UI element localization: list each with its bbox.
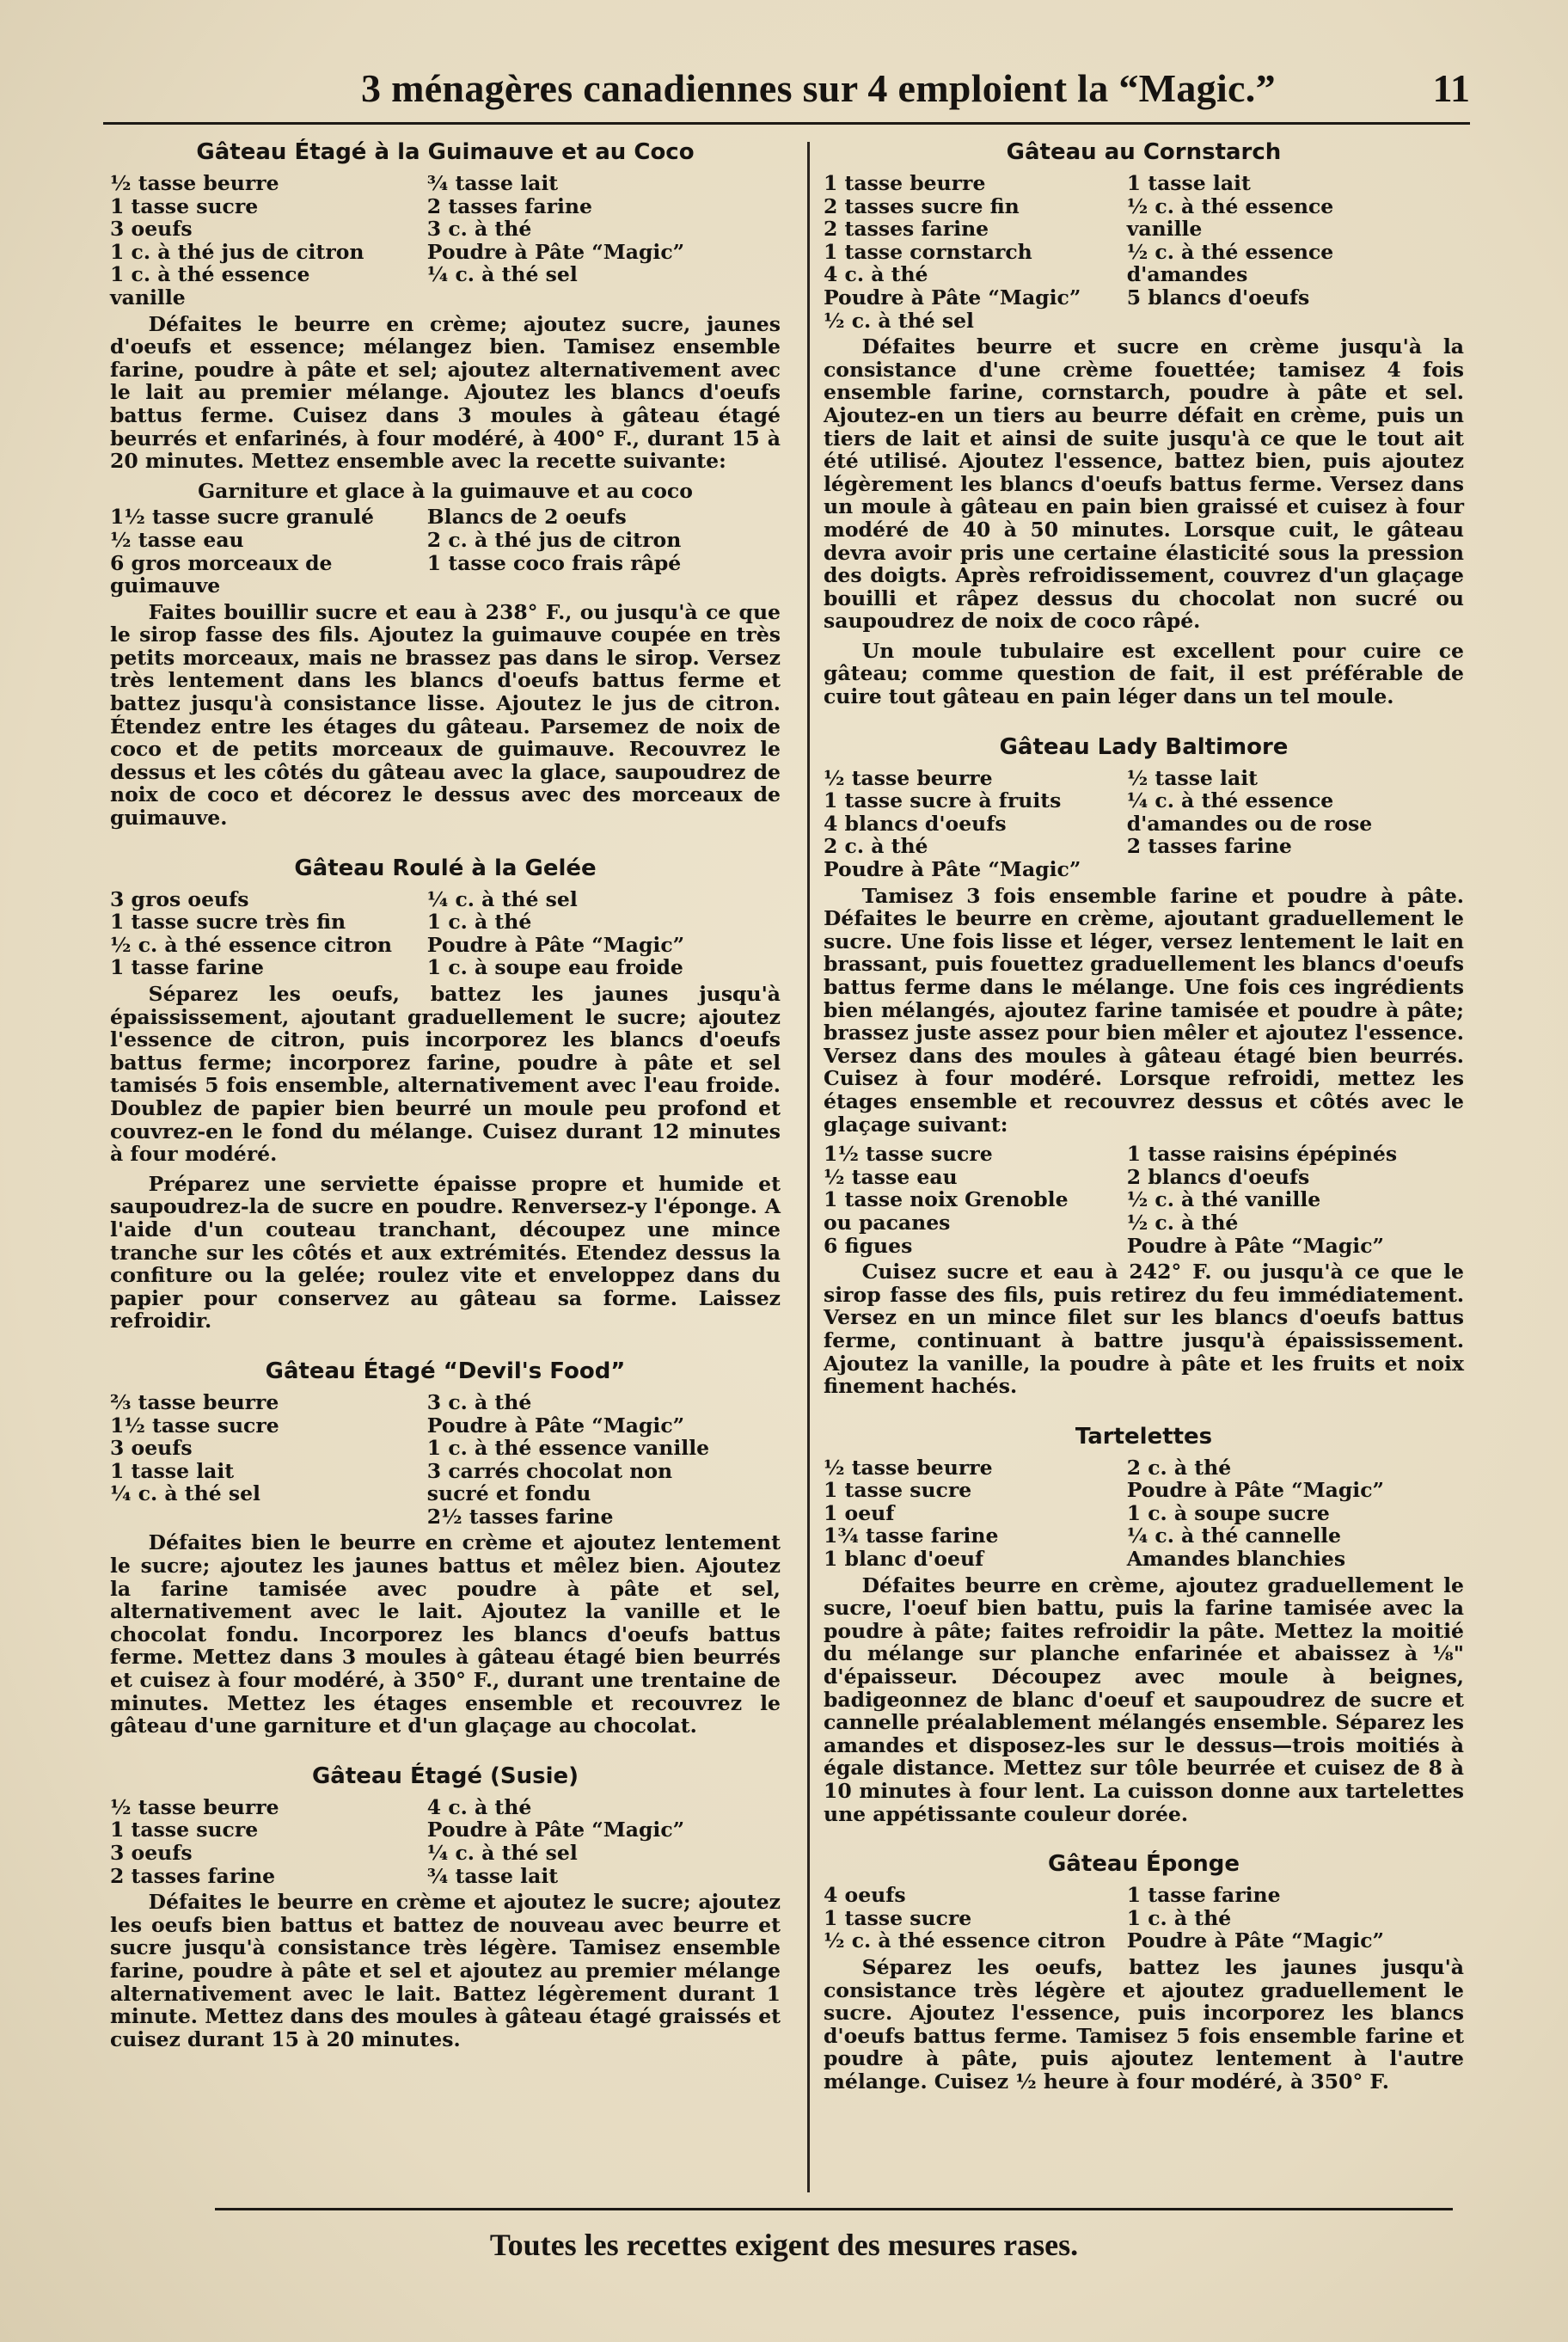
ingredients-col2: Blancs de 2 oeufs 2 c. à thé jus de citron 1 tasse coco frais râpé — [426, 505, 682, 575]
recipe-instructions: Défaites beurre en crème, ajoutez graduellement le sucre, l'oeuf bien battu, puis la farine tamisée avec la poudre à pâte; faites refroidir la pâte. Mettez la moitié du mélange sur planche enfarinée et abaissez à ⅛" d'épaisseur. Découpez avec moule à beignes, badigeonnez de blanc d'oeuf et saupoudrez de sucre et cannelle préalablement mélangés ensemble. Séparez les amandes et disposez-les sur le dessus—trois moitiés à égale distance. Mettez sur tôle beurrée et cuisez de 8 à 10 minutes à four lent. La cuisson donne aux tartelettes une appétissante couleur dorée. — [824, 1573, 1464, 1826]
left-column — [110, 138, 781, 2057]
ingredient-list — [824, 767, 1464, 881]
recipe-title: Gâteau Étagé (Susie) — [311, 1763, 579, 1789]
header-title: 3 ménagères canadiennes sur 4 emploient la “Magic.” — [361, 66, 1276, 110]
recipe-lady-baltimore — [824, 733, 1464, 1398]
ingredient-list — [110, 888, 781, 979]
ingredient-list — [110, 1391, 781, 1529]
ingredient-list — [824, 1456, 1464, 1571]
recipe-title: Gâteau Éponge — [1047, 1851, 1240, 1878]
ingredients-col2: 2 c. à thé Poudre à Pâte “Magic” 1 c. à soupe sucre ¼ c. à thé cannelle Amandes blanchies — [1126, 1455, 1385, 1572]
ingredient-list — [824, 172, 1464, 332]
recipe-guimauve-coco — [110, 138, 781, 830]
recipe-susie — [110, 1762, 781, 2051]
ingredients-col2: 3 c. à thé Poudre à Pâte “Magic” 1 c. à thé essence vanille 3 carrés chocolat non sucré et fondu 2½ tasses farine — [426, 1389, 710, 1529]
recipe-instructions: Séparez les oeufs, battez les jaunes jusqu'à épaississement, ajoutant graduellement le sucre; ajoutez l'essence de citron, puis incorporez les blancs d'oeufs battus ferme; incorporez farine, poudre à pâte et sel tamisés 5 fois ensemble, alternativement avec l'eau froide. Doublez de papier bien beurré un moule peu profond et couvrez-en le fond du mélange. Cuisez durant 12 minutes à four modéré. — [110, 982, 781, 1167]
recipe-cornstarch — [824, 138, 1464, 708]
recipe-instructions: Séparez les oeufs, battez les jaunes jusqu'à consistance très légère et ajoutez graduellement le sucre. Ajoutez l'essence, puis incorporez les blancs d'oeufs battus ferme. Tamisez 5 fois ensemble farine et poudre à pâte, puis ajoutez lentement à l'autre mélange. Cuisez ½ heure à four modéré, à 350° F. — [824, 1954, 1464, 2094]
footer-rule — [215, 2208, 1453, 2210]
right-column — [824, 138, 1464, 2100]
page-footer: Toutes les recettes exigent des mesures rases. — [489, 2228, 1079, 2262]
ingredients-col2: 1 tasse lait ½ c. à thé essence vanille ½ c. à thé essence d'amandes 5 blancs d'oeufs — [1126, 171, 1334, 310]
ingredient-list — [110, 172, 781, 310]
ingredients-col2: 1 tasse farine 1 c. à thé Poudre à Pâte “Magic” — [1126, 1883, 1385, 1953]
ingredients-col2: ¾ tasse lait 2 tasses farine 3 c. à thé Poudre à Pâte “Magic” ¼ c. à thé sel — [426, 171, 685, 287]
ingredients-col1: 1½ tasse sucre ½ tasse eau 1 tasse noix Grenoble ou pacanes 6 figues — [824, 1142, 1069, 1258]
ingredients-col1: 1½ tasse sucre granulé ½ tasse eau 6 gros morceaux de guimauve — [110, 505, 374, 598]
recipe-title: Gâteau Étagé à la Guimauve et au Coco — [196, 139, 695, 165]
recipe-title: Gâteau Lady Baltimore — [999, 733, 1289, 760]
ingredient-list — [824, 1143, 1464, 1257]
ingredient-list — [110, 506, 781, 597]
ingredients-col1: ½ tasse beurre 1 tasse sucre 1 oeuf 1¾ tasse farine 1 blanc d'oeuf — [824, 1455, 999, 1572]
recipe-eponge — [824, 1849, 1464, 2093]
header-rule — [103, 122, 1470, 125]
ingredients-col1: ⅔ tasse beurre 1½ tasse sucre 3 oeufs 1 tasse lait ¼ c. à thé sel — [110, 1389, 279, 1506]
ingredient-list — [110, 1796, 781, 1887]
recipe-tartelettes — [824, 1422, 1464, 1826]
ingredients-col1: 1 tasse beurre 2 tasses sucre fin 2 tasses farine 1 tasse cornstarch 4 c. à thé Poudre à Pâte “Magic” ½ c. à thé sel — [824, 171, 1081, 333]
recipe-instructions: Défaites bien le beurre en crème et ajoutez lentement le sucre; ajoutez les jaunes battus et mêlez bien. Ajoutez la farine tamisée avec poudre à pâte et sel, alternativement avec le lait. Ajoutez la vanille et le chocolat fondu. Incorporez les blancs d'oeufs battus ferme. Mettez dans 3 moules à gâteau étagé bien beurrés et cuisez à four modéré, à 350° F., durant une trentaine de minutes. Mettez les étages ensemble et recouvrez le gâteau d'une garniture et d'un glaçage au chocolat. — [110, 1530, 781, 1738]
column-divider — [807, 142, 810, 2192]
ingredients-col1: ½ tasse beurre 1 tasse sucre à fruits 4 blancs d'oeufs 2 c. à thé Poudre à Pâte “Magic” — [824, 765, 1081, 882]
recipe-instructions: Un moule tubulaire est excellent pour cuire ce gâteau; comme question de fait, il est préférable de cuire tout gâteau en pain léger dans un tel moule. — [824, 638, 1464, 709]
recipe-title: Gâteau Roulé à la Gelée — [294, 855, 597, 881]
ingredients-col1: 4 oeufs 1 tasse sucre ½ c. à thé essence citron — [824, 1883, 1106, 1953]
recipe-devils-food — [110, 1357, 781, 1738]
recipe-title: Gâteau au Cornstarch — [1006, 139, 1282, 165]
recipe-instructions: Défaites beurre et sucre en crème jusqu'à la consistance d'une crème fouettée; tamisez 4 fois ensemble farine, cornstarch, poudre à pâte et sel. Ajoutez-en un tiers au beurre défait en crème, puis un tiers de lait et ainsi de suite jusqu'à ce que le tout ait été utilisé. Ajoutez l'essence, battez bien, puis ajoutez légèrement les blancs d'oeufs battus ferme. Versez dans un moule à gâteau en pain bien graissé et cuisez à four modéré de 40 à 50 minutes. Lorsque cuit, le gâteau devra avoir pris une certaine élasticité sous la pression des doigts. Après refroidissement, couvrez d'un glaçage bouilli et râpez dessus du chocolat non sucré ou saupoudrez de noix de coco râpé. — [824, 334, 1464, 634]
ingredients-col1: ½ tasse beurre 1 tasse sucre 3 oeufs 2 tasses farine — [110, 1794, 279, 1888]
ingredient-list — [824, 1884, 1464, 1953]
recipe-roule-gelee — [110, 854, 781, 1333]
recipe-title: Gâteau Étagé “Devil's Food” — [265, 1358, 626, 1384]
ingredients-col1: ½ tasse beurre 1 tasse sucre 3 oeufs 1 c. à thé jus de citron 1 c. à thé essence vanille — [110, 171, 364, 310]
recipe-instructions: Préparez une serviette épaisse propre et humide et saupoudrez-la de sucre en poudre. Renversez-y l'éponge. A l'aide d'un couteau tranchant, découpez une mince tranche sur les côtés et aux extrémités. Etendez dessus la confiture ou la gelée; roulez vite et enveloppez dans du papier pour conservez au gâteau sa forme. Laissez refroidir. — [110, 1171, 781, 1333]
page-header — [344, 65, 1487, 126]
page-number: 11 — [1432, 66, 1470, 110]
recipe-instructions: Faites bouillir sucre et eau à 238° F., ou jusqu'à ce que le sirop fasse des fils. Ajoutez la guimauve coupée en très petits morceaux, mais ne brassez pas dans le sirop. Versez très lentement dans les blancs d'oeufs battus ferme et battez jusqu'à consistance lisse. Ajoutez le jus de citron. Étendez entre les étages du gâteau. Parsemez de noix de coco et de petits morceaux de guimauve. Recouvrez le dessus et les côtés du gâteau avec la glace, saupoudrez de noix de coco et décorez le dessus avec des morceaux de guimauve. — [110, 599, 781, 831]
ingredients-col2: 1 tasse raisins épépinés 2 blancs d'oeufs ½ c. à thé vanille ½ c. à thé Poudre à Pâte “Magic” — [1126, 1142, 1398, 1258]
ingredients-col2: ½ tasse lait ¼ c. à thé essence d'amandes ou de rose 2 tasses farine — [1126, 765, 1373, 859]
ingredients-col2: 4 c. à thé Poudre à Pâte “Magic” ¼ c. à thé sel ¾ tasse lait — [426, 1794, 685, 1888]
ingredients-col1: 3 gros oeufs 1 tasse sucre très fin ½ c. à thé essence citron 1 tasse farine — [110, 886, 392, 980]
recipe-subtitle: Garniture et glace à la guimauve et au coco — [198, 478, 693, 503]
recipe-instructions: Défaites le beurre en crème; ajoutez sucre, jaunes d'oeufs et essence; mélangez bien. Tamisez ensemble farine, poudre à pâte et sel; ajoutez alternativement avec le lait au premier mélange. Ajoutez les blancs d'oeufs battus ferme. Cuisez dans 3 moules à gâteau étagé beurrés et enfarinés, à four modéré, à 400° F., durant 15 à 20 minutes. Mettez ensemble avec la recette suivante: — [110, 311, 781, 474]
recipe-instructions: Défaites le beurre en crème et ajoutez le sucre; ajoutez les oeufs bien battus et battez de nouveau avec beurre et sucre jusqu'à consistance très légère. Tamisez ensemble farine, poudre à pâte et sel et ajoutez au premier mélange alternativement avec le lait. Battez légèrement durant 1 minute. Mettez dans des moules à gâteau étagé graissés et cuisez durant 15 à 20 minutes. — [110, 1890, 781, 2051]
recipe-instructions: Tamisez 3 fois ensemble farine et poudre à pâte. Défaites le beurre en crème, ajoutant graduellement le sucre. Une fois lisse et léger, versez lentement le lait en brassant, puis fouettez graduellement les blancs d'oeufs battus ferme dans le mélange. Une fois ces ingrédients bien mélangés, ajoutez farine tamisée et poudre à pâte; brassez juste assez pour bien mêler et ajoutez l'essence. Versez dans des moules à gâteau étagé bien beurrés. Cuisez à four modéré. Lorsque refroidi, mettez les étages ensemble et recouvrez dessus et côtés avec le glaçage suivant: — [824, 883, 1464, 1137]
recipe-instructions: Cuisez sucre et eau à 242° F. ou jusqu'à ce que le sirop fasse des fils, puis retirez du feu immédiatement. Versez en un mince filet sur les blancs d'oeufs battus ferme, continuant à battre jusqu'à épaississement. Ajoutez la vanille, la poudre à pâte et les fruits et noix finement hachés. — [824, 1260, 1464, 1399]
recipe-title: Tartelettes — [1075, 1423, 1213, 1450]
ingredients-col2: ¼ c. à thé sel 1 c. à thé Poudre à Pâte “Magic” 1 c. à soupe eau froide — [426, 886, 685, 980]
